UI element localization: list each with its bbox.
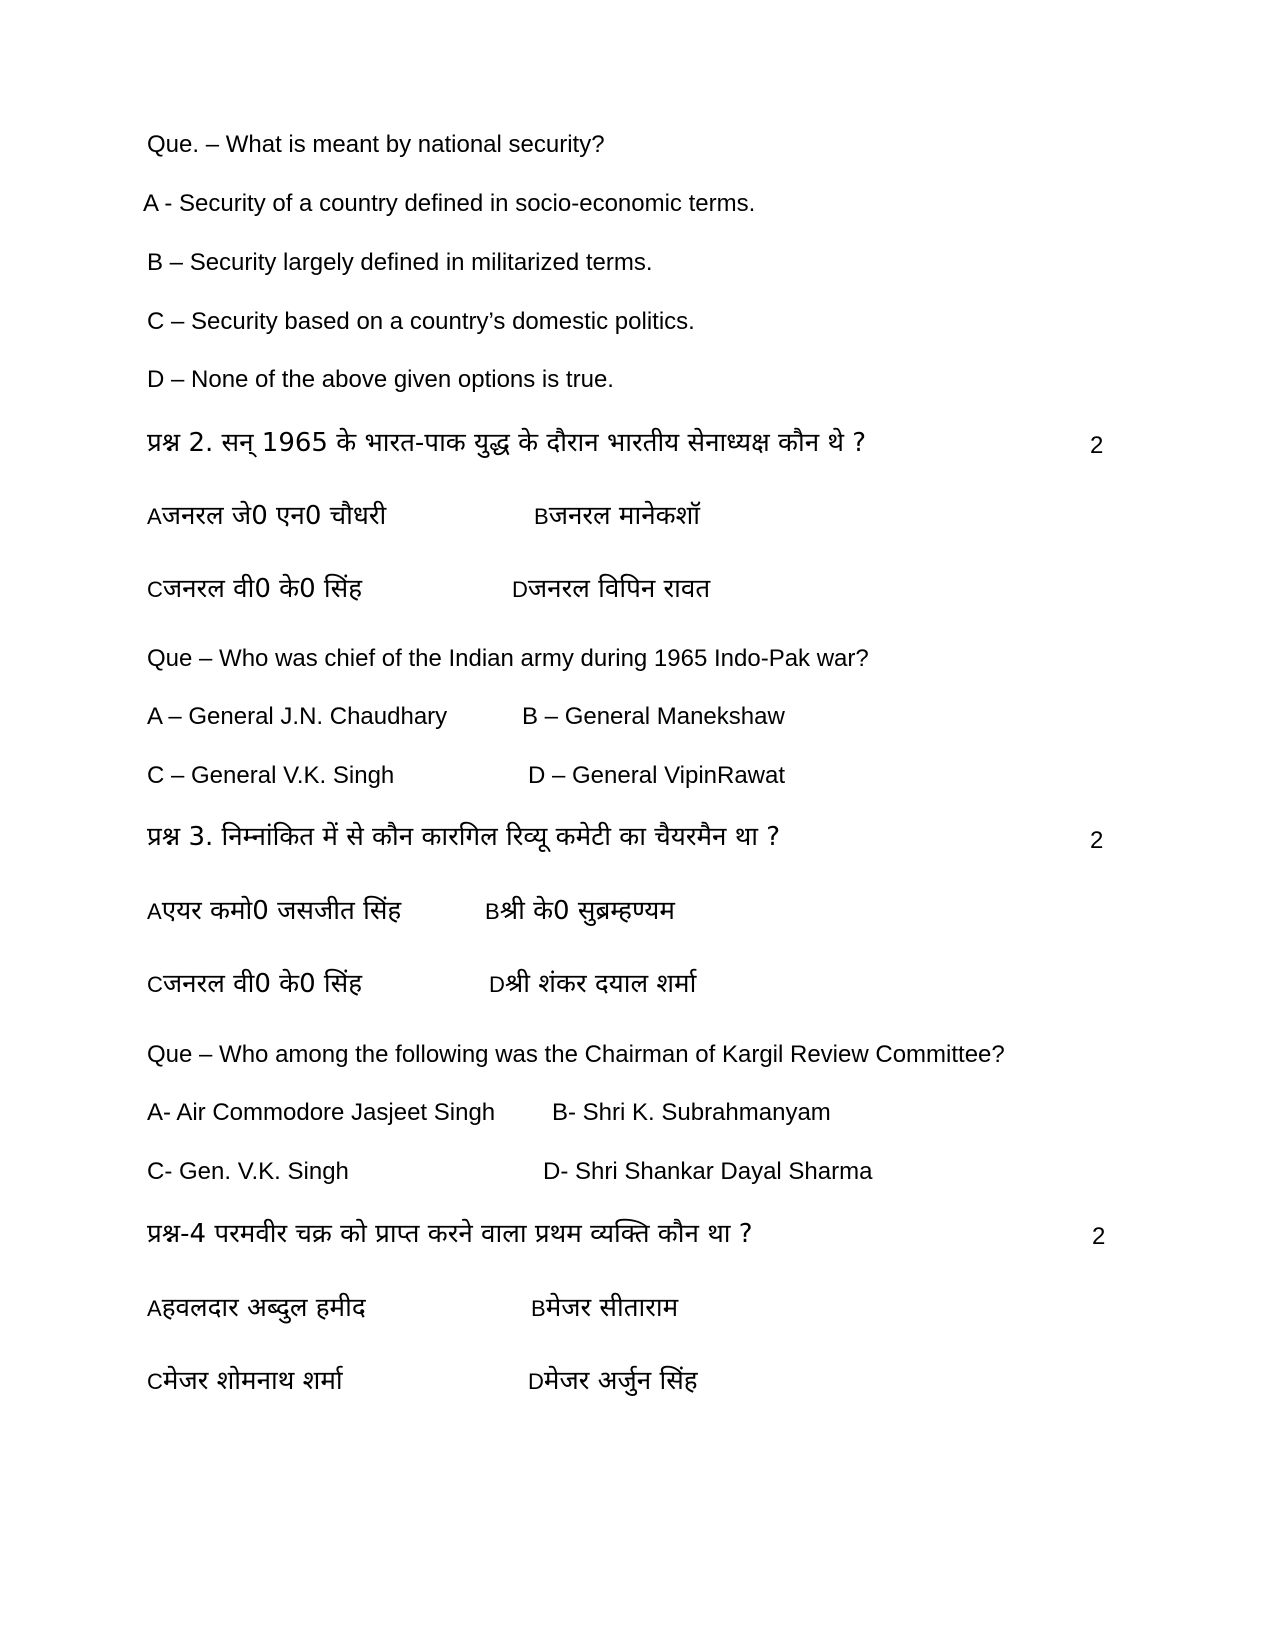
- option-letter: C: [147, 577, 163, 602]
- option-letter: D: [528, 1369, 544, 1394]
- option-text: जनरल मानेकशॉ: [548, 501, 701, 531]
- q1-question: Que. – What is meant by national security?: [147, 131, 605, 158]
- q4-hindi-option-c: [147, 1368, 343, 1394]
- q3-english-option-d: D- Shri Shankar Dayal Sharma: [543, 1158, 873, 1185]
- option-letter: A: [147, 899, 162, 924]
- q1-option-c: C – Security based on a country’s domestic politics.: [147, 308, 695, 335]
- option-letter: C: [147, 1369, 163, 1394]
- q2-hindi-option-c: [147, 576, 362, 602]
- option-text: जनरल जे0 एन0 चौधरी: [161, 501, 387, 531]
- option-text: मेजर अर्जुन सिंह: [543, 1366, 698, 1396]
- option-text: मेजर शोमनाथ शर्मा: [162, 1366, 343, 1396]
- option-text: श्री के0 सुब्रम्हण्यम: [499, 896, 675, 926]
- option-text: एयर कमो0 जसजीत सिंह: [161, 896, 402, 926]
- q2-english-question: Que – Who was chief of the Indian army during 1965 Indo-Pak war?: [147, 645, 869, 672]
- q2-english-option-a: A – General J.N. Chaudhary: [147, 703, 448, 730]
- q3-hindi-option-c: [147, 971, 362, 997]
- q4-hindi-question: प्रश्न-4 परमवीर चक्र को प्राप्त करने वाला प्रथम व्यक्ति कौन था ?: [147, 1219, 753, 1249]
- q3-hindi-option-a: [147, 898, 401, 924]
- option-text: हवलदार अब्दुल हमीद: [161, 1293, 366, 1323]
- option-text: मेजर सीताराम: [545, 1293, 679, 1323]
- option-text: जनरल विपिन रावत: [527, 574, 711, 604]
- q2-hindi-option-a: [147, 503, 386, 529]
- q2-english-option-b: B – General Manekshaw: [522, 703, 785, 730]
- option-letter: A: [147, 504, 162, 529]
- q3-hindi-option-b: [485, 898, 675, 924]
- option-text: जनरल वी0 के0 सिंह: [162, 969, 363, 999]
- q4-hindi-option-a: [147, 1295, 366, 1321]
- option-letter: B: [531, 1296, 546, 1321]
- q3-hindi-option-d: [489, 971, 696, 997]
- q2-hindi-option-b: [534, 503, 700, 529]
- q3-english-question: Que – Who among the following was the Chairman of Kargil Review Committee?: [147, 1041, 1005, 1068]
- option-letter: C: [147, 972, 163, 997]
- q2-hindi-question: प्रश्न 2. सन् 1965 के भारत-पाक युद्ध के दौरान भारतीय सेनाध्यक्ष कौन थे ?: [147, 428, 867, 458]
- q3-hindi-question: प्रश्न 3. निम्नांकित में से कौन कारगिल रिव्यू कमेटी का चैयरमैन था ?: [147, 822, 781, 852]
- q1-option-a: A - Security of a country defined in socio-economic terms.: [143, 190, 756, 217]
- q4-hindi-option-b: [531, 1295, 678, 1321]
- q2-english-option-c: C – General V.K. Singh: [147, 762, 395, 789]
- q1-option-d: D – None of the above given options is true.: [147, 366, 614, 393]
- option-letter: D: [512, 577, 528, 602]
- q4-marks: 2: [1092, 1223, 1106, 1250]
- option-text: जनरल वी0 के0 सिंह: [162, 574, 363, 604]
- option-text: श्री शंकर दयाल शर्मा: [504, 969, 697, 999]
- option-letter: D: [489, 972, 505, 997]
- option-letter: B: [485, 899, 500, 924]
- option-letter: B: [534, 504, 549, 529]
- option-letter: A: [147, 1296, 162, 1321]
- q4-hindi-option-d: [528, 1368, 698, 1394]
- q2-marks: 2: [1090, 432, 1104, 459]
- q3-english-option-a: A- Air Commodore Jasjeet Singh: [147, 1099, 496, 1126]
- q3-english-option-b: B- Shri K. Subrahmanyam: [552, 1099, 831, 1126]
- q2-hindi-option-d: [512, 576, 710, 602]
- q3-marks: 2: [1090, 827, 1104, 854]
- q3-english-option-c: C- Gen. V.K. Singh: [147, 1158, 349, 1185]
- q2-english-option-d: D – General VipinRawat: [528, 762, 786, 789]
- q1-option-b: B – Security largely defined in militarized terms.: [147, 249, 653, 276]
